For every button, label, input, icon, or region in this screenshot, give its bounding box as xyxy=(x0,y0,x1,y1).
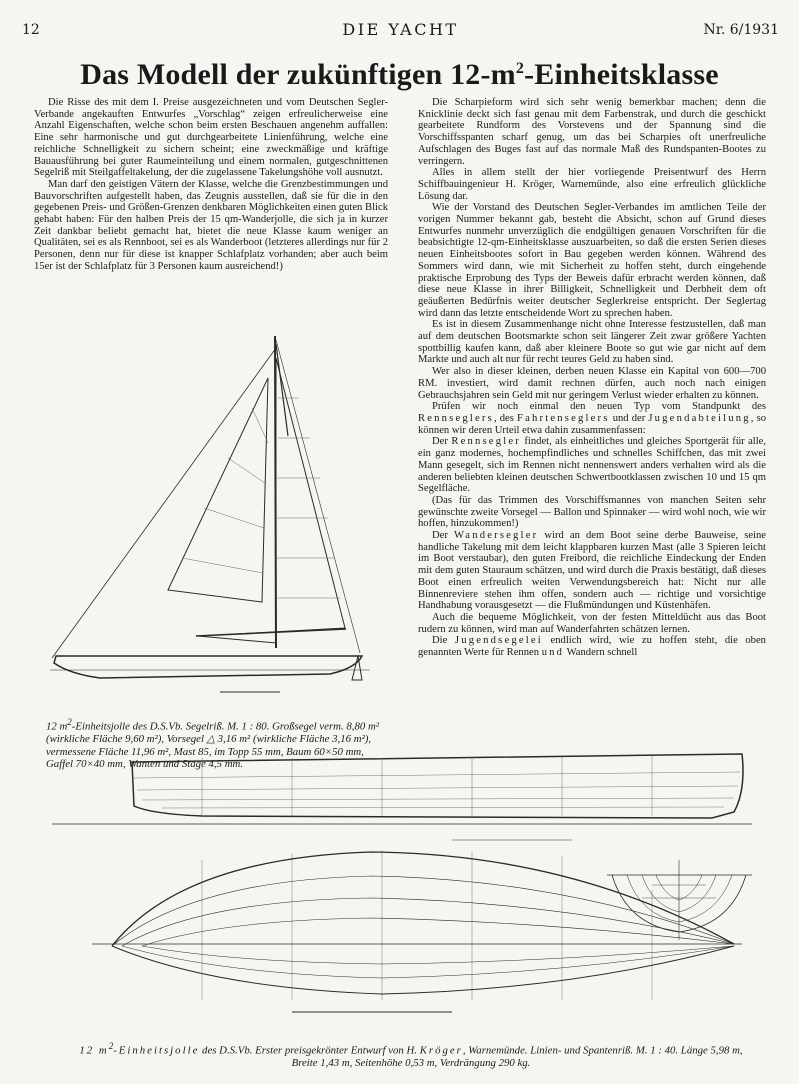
jib xyxy=(168,378,268,602)
hull xyxy=(54,656,362,678)
right-column xyxy=(418,97,766,659)
title-text-end: -Einheitsklasse xyxy=(524,58,719,91)
caption-sup: 2 xyxy=(108,1041,114,1051)
paragraph: Man darf den geistigen Vätern der Klasse, welche die Grenzbestimmungen und Bauvorschriften aufgestellt haben, das Zeugnis ausstellen, daß sie für die in den gegebenen Preis- und Größen-Grenzen denkbaren Möglichkeiten einen guten Blick gehabt haben: Für den halben Preis der 15 qm-Wanderjolle, die sich ja in kurzer Zeit dankbar beliebt gemacht hat, bietet die neue Klasse kaum weniger an Qualitäten, sei es als Rennboot, sei es als Wanderboot (letzteres allerdings nur für 2 Personen, denn nur für diese ist knapper Schlafplatz vorhanden; aber auch beim 15er ist der Schlafplatz für 3 Personen kaum ausreichend!) xyxy=(34,178,388,272)
spaced-term: Jugendsegelei xyxy=(454,635,543,647)
spaced-term: Jugendabteilung xyxy=(648,412,751,424)
paragraph xyxy=(418,401,766,436)
paragraph: Wie der Vorstand des Deutschen Segler-Verbandes im amtlichen Teile der vorigen Nummer bekannt gab, besteht die Absicht, schon auf Grund dieses Entwurfes nunmehr unverzüglich die endgültigen genauen Vorschriften für die beabsichtigte 12-qm-Einheitsklasse auszuarbeiten, so daß die ersten Serien dieses neuen Einheitsbootes sofort in Bau gegeben werden können. Während des Sommers wird dann, wie mit Sicherheit zu hoffen steht, durch eingehende praktische Erprobung des Typs der Beweis dafür erbracht werden können, daß diese neue Klasse in ihrer Billigkeit, Schnelligkeit und Derbheit dem oft geäußerten Bedürfnis weiter deutscher Seglerkreise entspricht. Der Seglertag wird dann das letzte entscheidende Wort zu sprechen haben. xyxy=(418,202,766,319)
caption-text: des D.S.Vb. Erster preisgekrönter Entwurf von H. xyxy=(199,1044,420,1057)
text-run: Der xyxy=(432,436,452,448)
forestay xyxy=(52,348,276,658)
gaff xyxy=(276,344,288,436)
text-run: Prüfen wir noch einmal den neuen Typ vom Standpunkt des xyxy=(432,401,766,413)
issue-number: Nr. 6/1931 xyxy=(703,22,779,38)
spaced-term: und xyxy=(541,647,565,659)
title-superscript: 2 xyxy=(515,60,525,77)
text-run: und der xyxy=(609,412,649,424)
body-plan xyxy=(607,860,752,940)
text-run: findet, als einheitliches und gleiches Sportgerät für alle, ein ganz modernes, hochempfindliches und schnelles Schiffchen, das mit zwei Mann gesegelt, sich im Rennen nicht nennenswert anders verhalten wird als die anderen beliebten kleinen deutschen Schwertbootklassen zwischen 10 und 15 qm Segelfläche. xyxy=(418,436,767,495)
sail-plan-drawing xyxy=(40,318,380,716)
caption-sup: 2 xyxy=(67,717,72,727)
magazine-name: DIE YACHT xyxy=(342,20,459,39)
paragraph: Auch die bequeme Möglichkeit, von der festen Mitteldücht aus das Boot rudern zu können, wird man auf Wanderfahrten schätzen lernen. xyxy=(418,611,766,635)
half-breadth-plan xyxy=(92,850,742,1000)
left-column xyxy=(34,97,388,273)
caption-text: , Warnemünde. Linien- und Spantenriß. M. 1 : 40. Länge 5,98 m, Breite 1,43 m, Seitenhöhe 0,53 m, Verdrängung 290 kg. xyxy=(291,1044,743,1070)
caption-text: 12 m xyxy=(46,720,68,733)
paragraph xyxy=(418,635,766,658)
paragraph xyxy=(418,530,766,612)
page-number: 12 xyxy=(22,22,40,38)
page-header xyxy=(22,20,779,42)
text-run: Die xyxy=(432,635,455,647)
caption-text: 12 m xyxy=(79,1044,109,1057)
text-run: Der xyxy=(432,530,454,542)
caption-text: -Einheitsjolle xyxy=(113,1044,200,1057)
paragraph: Es ist in diesem Zusammenhange nicht ohne Interesse festzustellen, daß man auf dem deutschen Bootsmarkte schon seit längerer Zeit zwar größere Yachten spottbillig kaufen kann, daß aber kleinere Boote so gut wie gar nicht auf dem Markte und auch alt nur für recht teures Geld zu haben sind. xyxy=(418,319,766,366)
backstay xyxy=(276,340,360,653)
caption-text: -Einheitsjolle des D.S.Vb. Segelriß. M. 1 : 80. Großsegel verm. 8,80 m² (wirkliche Fläche 9,60 m²), Vorsegel △ 3,16 m² (wirkliche Fläche 3,16 m²), vermessene Fläche 11,96 m², Mast 85, im Topp 55 mm, Baum 60×50 mm, Gaffel 70×40 mm, Wanten und Stage 4,5 mm. xyxy=(46,720,379,771)
spaced-term: Wandersegler xyxy=(453,530,539,542)
spaced-term: Fahrtenseglers xyxy=(517,412,610,424)
hull-profile xyxy=(132,754,743,818)
text-run: wird an dem Boot seine derbe Bauweise, seine handliche Takelung mit dem leicht klappbaren kurzen Mast (alle 3 Spieren leicht im Boot verstaubar), den guten Freibord, die reichliche Eindeckung der Enden mit dem guten Stauraum schätzen, und wird durch die Praxis bestätigt, daß dieses Boot einen erfreulich weiten Verwendungsbereich hat: Nicht nur alle Binnenreviere stehen ihm offen, sondern auch — richtige und vorsichtige Handhabung vorausgesetzt — die Flußmündungen und Küstenhäfen. xyxy=(418,530,767,612)
article-title xyxy=(0,58,799,92)
text-run: , so können wir deren Urteil etwa dahin zusammenfassen: xyxy=(418,412,766,436)
figure-caption-lines-plan xyxy=(66,1040,756,1070)
paragraph: Die Risse des mit dem I. Preise ausgezeichneten und vom Deutschen Segler-Verbande angekauften Entwurfes „Vorschlag“ zeigen erfreulicherweise eine Anzahl Eigenschaften, welche schon beim ersten Beschauen angenehm auffallen: Eine sehr harmonische und gut durchgearbeitete Linienführung, welche eine reichliche Schnelligkeit zu sichern scheint; eine zweckmäßige und kräftige Bauausführung bei guter Raumeinteilung und einem normalen, gutgeschnittenen Segelriß mit Steilgaffeltakelung, der die zugelassene Takelungshöhe voll ausnutzt. xyxy=(34,97,388,179)
boom xyxy=(196,629,346,636)
lines-plan-drawing xyxy=(52,750,752,1030)
text-run: Wandern schnell xyxy=(564,647,638,659)
paragraph: Wer also in dieser kleinen, derben neuen Klasse ein Kapital von 600—700 RM. investiert, wird damit rechnen dürfen, auch noch nach einigen Gebrauchsjahren sein Geld mit nur geringem Verlust wieder erhalten zu können. xyxy=(418,366,766,401)
text-run: endlich wird, wie zu hoffen steht, die oben genannten Werte für Rennen xyxy=(418,635,766,659)
mainsail xyxy=(198,358,345,643)
paragraph: (Das für das Trimmen des Vorschiffsmannes von manchen Seiten sehr gewünschte zweite Vorsegel — Ballon und Spinnaker — wird wohl noch, wie wir hoffen, hinzukommen!) xyxy=(418,494,766,530)
spaced-term: Rennseglers xyxy=(418,412,494,424)
caption-text: Kröger xyxy=(419,1044,463,1057)
paragraph: Alles in allem stellt der hier vorliegende Preisentwurf des Herrn Schiffbauingenieur H. Kröger, Warnemünde, also eine erfreulich glückliche Lösung dar. xyxy=(418,167,766,202)
paragraph xyxy=(418,436,766,495)
spaced-term: Rennsegler xyxy=(451,436,521,448)
paragraph: Die Scharpieform wird sich sehr wenig bemerkbar machen; denn die Knicklinie deckt sich fast genau mit dem Farbenstrak, und durch die geschickt gearbeitete Rundform des Vorstevens und der Spannung sind die Vorschiffsspanten scharf genug, um das bei Scharpies oft unerfreuliche Aufschlagen des Buges fast auf das normale Maß des Rundspanten-Bootes zu verringern. xyxy=(418,97,766,167)
text-run: , des xyxy=(493,412,517,424)
title-text: Das Modell der zukünftigen 12-m xyxy=(80,58,516,91)
